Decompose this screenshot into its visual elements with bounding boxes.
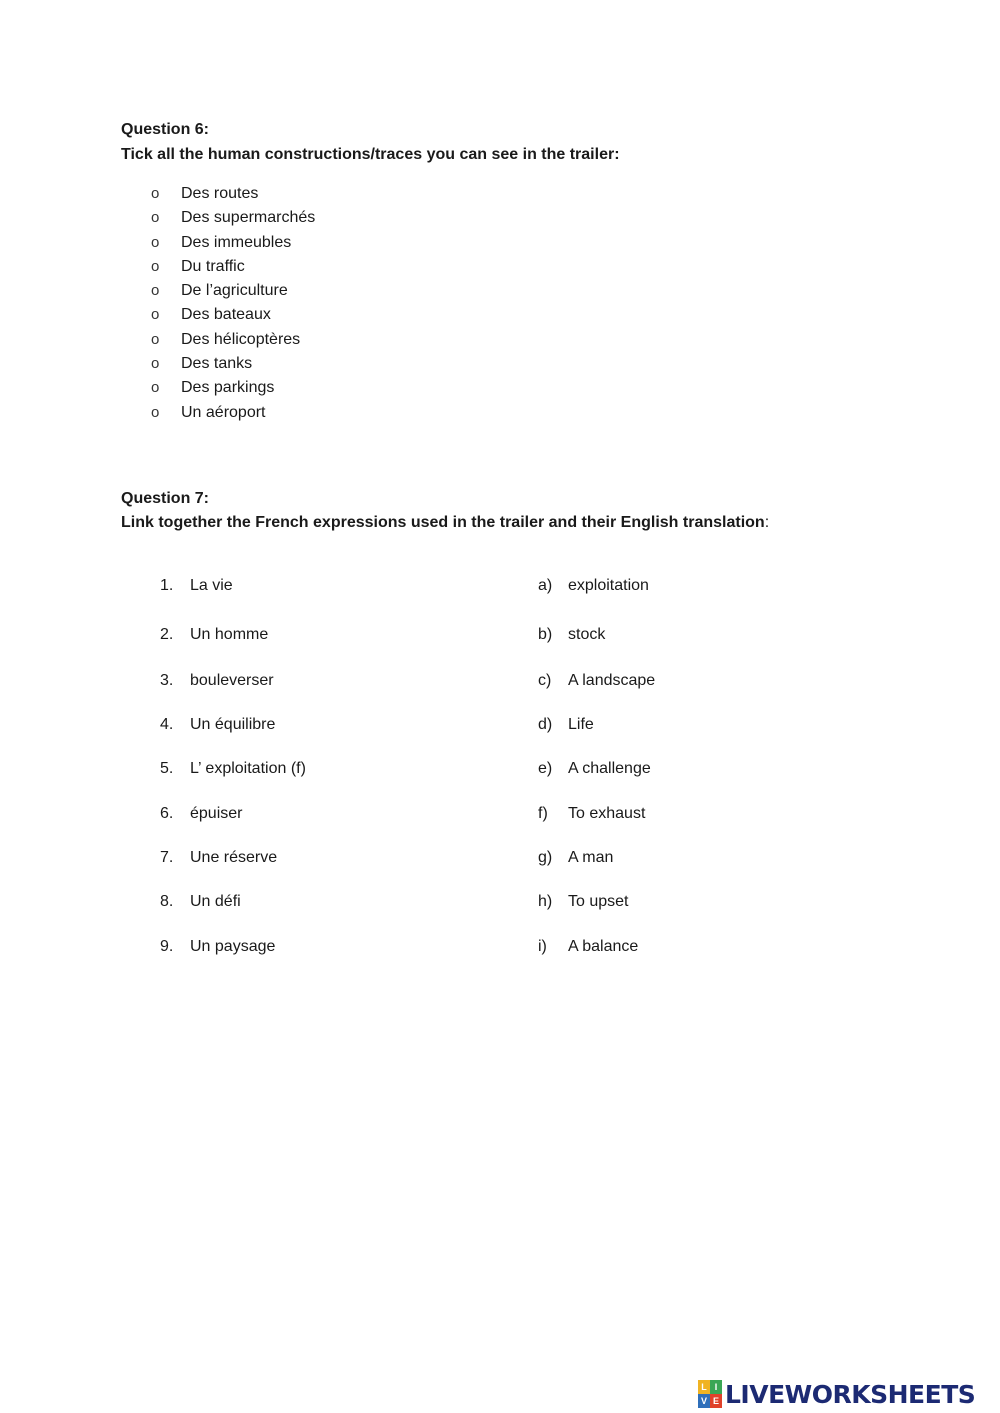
checkbox-circle-icon[interactable]: o [151, 185, 160, 202]
logo-text: LIVEWORKSHEETS [725, 1379, 976, 1409]
french-number: 4. [160, 716, 174, 733]
mark-tile: L [698, 1380, 710, 1394]
french-number: 2. [160, 626, 174, 643]
english-translation[interactable]: Life [568, 716, 594, 733]
mark-tile: E [710, 1394, 722, 1408]
checklist-item[interactable] [151, 207, 315, 229]
english-translation[interactable]: To exhaust [568, 805, 646, 822]
english-translation[interactable]: To upset [568, 893, 629, 910]
french-number: 1. [160, 577, 174, 594]
match-row [160, 758, 860, 780]
checklist-item[interactable] [151, 304, 271, 326]
mark-tile: I [710, 1380, 722, 1394]
question-7-prompt [121, 514, 769, 532]
question-6-prompt: Tick all the human constructions/traces you can see in the trailer: [121, 146, 620, 163]
checkbox-circle-icon[interactable]: o [151, 282, 160, 299]
french-expression[interactable]: Un homme [190, 626, 269, 643]
english-letter: i) [538, 938, 547, 955]
checklist-item[interactable] [151, 402, 266, 424]
checklist-item-label: Des routes [181, 185, 259, 202]
question-7-title: Question 7: [121, 490, 210, 507]
checkbox-circle-icon[interactable]: o [151, 331, 160, 348]
english-translation[interactable]: stock [568, 626, 606, 643]
french-number: 8. [160, 893, 174, 910]
english-letter: b) [538, 626, 553, 643]
checkbox-circle-icon[interactable]: o [151, 234, 160, 251]
checkbox-circle-icon[interactable]: o [151, 379, 160, 396]
match-row [160, 714, 860, 736]
english-letter: e) [538, 760, 553, 777]
french-expression[interactable]: Un défi [190, 893, 241, 910]
english-letter: f) [538, 805, 548, 822]
question-6-title: Question 6: [121, 121, 210, 138]
checkbox-circle-icon[interactable]: o [151, 404, 160, 421]
match-row [160, 575, 860, 597]
match-row [160, 803, 860, 825]
english-translation[interactable]: A challenge [568, 760, 651, 777]
checklist-item-label: Des supermarchés [181, 209, 316, 226]
checklist-item[interactable] [151, 280, 288, 302]
checklist-item[interactable] [151, 183, 258, 205]
french-expression[interactable]: Un paysage [190, 938, 276, 955]
checklist-item-label: De l’agriculture [181, 282, 288, 299]
checklist-item-label: Du traffic [181, 258, 245, 275]
liveworksheets-mark-icon [698, 1380, 722, 1408]
checklist-item[interactable] [151, 256, 245, 278]
match-row [160, 624, 860, 646]
mark-tile: V [698, 1394, 710, 1408]
french-number: 7. [160, 849, 174, 866]
french-number: 3. [160, 672, 174, 689]
checkbox-circle-icon[interactable]: o [151, 209, 160, 226]
match-row [160, 936, 860, 958]
checklist-item[interactable] [151, 329, 300, 351]
english-letter: c) [538, 672, 552, 689]
checklist-item-label: Des immeubles [181, 234, 292, 251]
checklist-item-label: Un aéroport [181, 404, 266, 421]
english-translation[interactable]: A landscape [568, 672, 656, 689]
checklist-item[interactable] [151, 232, 291, 254]
english-letter: h) [538, 893, 553, 910]
french-expression[interactable]: Un équilibre [190, 716, 276, 733]
match-row [160, 847, 860, 869]
french-number: 5. [160, 760, 174, 777]
checkbox-circle-icon[interactable]: o [151, 258, 160, 275]
english-translation[interactable]: A man [568, 849, 614, 866]
match-row [160, 670, 860, 692]
french-expression[interactable]: L’ exploitation (f) [190, 760, 306, 777]
liveworksheets-logo [698, 1378, 975, 1410]
french-number: 6. [160, 805, 174, 822]
english-translation[interactable]: A balance [568, 938, 639, 955]
checkbox-circle-icon[interactable]: o [151, 306, 160, 323]
checklist-item-label: Des bateaux [181, 306, 271, 323]
french-expression[interactable]: Une réserve [190, 849, 278, 866]
question-7-prompt-colon: : [764, 514, 770, 531]
question-7-prompt-text: Link together the French expressions used in the trailer and their English translation [121, 514, 765, 531]
checklist-item[interactable] [151, 377, 274, 399]
checklist-item-label: Des tanks [181, 355, 253, 372]
checklist-item-label: Des hélicoptères [181, 331, 301, 348]
english-letter: d) [538, 716, 553, 733]
english-letter: a) [538, 577, 553, 594]
english-letter: g) [538, 849, 553, 866]
french-expression[interactable]: épuiser [190, 805, 243, 822]
checklist-item[interactable] [151, 353, 252, 375]
french-expression[interactable]: bouleverser [190, 672, 274, 689]
checklist-item-label: Des parkings [181, 379, 275, 396]
checkbox-circle-icon[interactable]: o [151, 355, 160, 372]
english-translation[interactable]: exploitation [568, 577, 649, 594]
french-expression[interactable]: La vie [190, 577, 233, 594]
match-row [160, 891, 860, 913]
french-number: 9. [160, 938, 174, 955]
